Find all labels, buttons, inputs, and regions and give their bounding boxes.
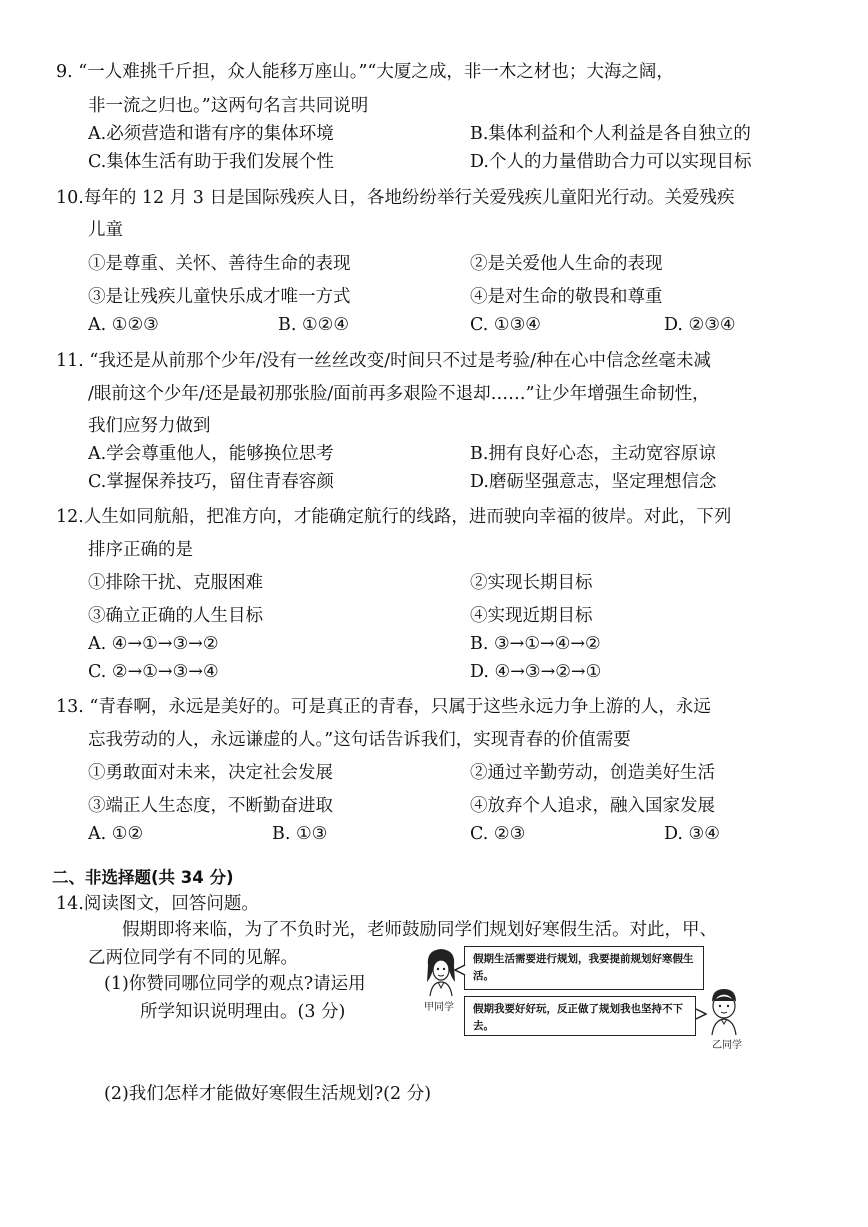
label-jia: 甲同学 xyxy=(424,1002,454,1013)
q12-option-c: C. ②→①→③→④ xyxy=(88,662,219,682)
q13-stem-line1: 13. “青春啊，永远是美好的。可是真正的青春，只属于这些永远力争上游的人，永远 xyxy=(56,697,711,717)
q14-sub2: (2)我们怎样才能做好寒假生活规划?(2 分) xyxy=(104,1084,432,1104)
q12-statement-4: ④实现近期目标 xyxy=(470,606,593,626)
q13-stem-line2: 忘我劳动的人，永远谦虚的人。”这句话告诉我们，实现青春的价值需要 xyxy=(88,730,631,750)
bubble-jia: 假期生活需要进行规划，我要提前规划好寒假生活。 xyxy=(464,946,704,990)
q9-option-b: B.集体利益和个人利益是各自独立的 xyxy=(470,124,751,144)
section2-heading: 二、非选择题(共 34 分) xyxy=(52,868,234,887)
q14-sub1-line1: (1)你赞同哪位同学的观点?请运用 xyxy=(104,974,366,994)
boy-student-icon xyxy=(704,986,744,1036)
q10-option-c: C. ①③④ xyxy=(470,315,541,335)
q11-option-c: C.掌握保养技巧，留住青春容颜 xyxy=(88,472,334,492)
q10-option-d: D. ②③④ xyxy=(664,315,736,335)
label-yi: 乙同学 xyxy=(712,1040,742,1051)
q13-statement-1: ①勇敢面对未来，决定社会发展 xyxy=(88,763,333,783)
q9-option-d: D.个人的力量借助合力可以实现目标 xyxy=(470,152,752,172)
q11-stem-line2: /眼前这个少年/还是最初那张脸/面前再多艰险不退却……”让少年增强生命韧性， xyxy=(88,384,710,404)
q13-option-d: D. ③④ xyxy=(664,824,720,844)
q11-option-a: A.学会尊重他人，能够换位思考 xyxy=(88,444,334,464)
q12-option-d: D. ④→③→②→① xyxy=(470,662,602,682)
q14-stem: 14.阅读图文，回答问题。 xyxy=(56,894,259,914)
q10-option-a: A. ①②③ xyxy=(88,315,159,335)
q10-stem-line2: 儿童 xyxy=(88,220,123,240)
q14-cartoon xyxy=(420,946,750,1056)
q12-statement-2: ②实现长期目标 xyxy=(470,573,593,593)
q9-stem-line1: 9. “一人难挑千斤担，众人能移万座山。”“大厦之成，非一木之材也；大海之阔， xyxy=(56,62,674,82)
q13-statement-4: ④放弃个人追求，融入国家发展 xyxy=(470,796,715,816)
q12-stem-line2: 排序正确的是 xyxy=(88,540,193,560)
q14-para-line1: 假期即将来临，为了不负时光，老师鼓励同学们规划好寒假生活。对此，甲、 xyxy=(122,920,717,940)
bubble-yi: 假期我要好好玩，反正做了规划我也坚持不下去。 xyxy=(464,996,696,1036)
q11-stem-line1: 11. “我还是从前那个少年/没有一丝丝改变/时间只不过是考验/种在心中信念丝毫未减 xyxy=(56,351,712,371)
q9-option-a: A.必须营造和谐有序的集体环境 xyxy=(88,124,334,144)
q10-statement-1: ①是尊重、关怀、善待生命的表现 xyxy=(88,254,351,274)
q10-statement-3: ③是让残疾儿童快乐成才唯一方式 xyxy=(88,287,351,307)
q10-stem-line1: 10.每年的 12 月 3 日是国际残疾人日，各地纷纷举行关爱残疾儿童阳光行动。关爱残疾 xyxy=(56,188,735,208)
q9-option-c: C.集体生活有助于我们发展个性 xyxy=(88,152,334,172)
q13-option-b: B. ①③ xyxy=(272,824,328,844)
q10-option-b: B. ①②④ xyxy=(278,315,350,335)
q11-option-b: B.拥有良好心态，主动宽容原谅 xyxy=(470,444,716,464)
q12-option-a: A. ④→①→③→② xyxy=(88,634,219,654)
q10-statement-4: ④是对生命的敬畏和尊重 xyxy=(470,287,663,307)
bubble-jia-tail xyxy=(454,964,466,976)
q14-para-line2: 乙两位同学有不同的见解。 xyxy=(88,948,298,968)
q14-sub1-line2: 所学知识说明理由。(3 分) xyxy=(140,1002,346,1022)
q11-stem-line3: 我们应努力做到 xyxy=(88,416,211,436)
q9-stem-line2: 非一流之归也。”这两句名言共同说明 xyxy=(88,96,369,116)
q13-statement-3: ③端正人生态度，不断勤奋进取 xyxy=(88,796,333,816)
q11-option-d: D.磨砺坚强意志，坚定理想信念 xyxy=(470,472,717,492)
q13-option-a: A. ①② xyxy=(88,824,144,844)
q13-statement-2: ②通过辛勤劳动，创造美好生活 xyxy=(470,763,715,783)
q13-option-c: C. ②③ xyxy=(470,824,526,844)
q12-statement-1: ①排除干扰、克服困难 xyxy=(88,573,263,593)
q10-statement-2: ②是关爱他人生命的表现 xyxy=(470,254,663,274)
q12-statement-3: ③确立正确的人生目标 xyxy=(88,606,263,626)
q12-option-b: B. ③→①→④→② xyxy=(470,634,601,654)
q12-stem-line1: 12.人生如同航船，把准方向，才能确定航行的线路，进而驶向幸福的彼岸。对此，下列 xyxy=(56,507,732,527)
